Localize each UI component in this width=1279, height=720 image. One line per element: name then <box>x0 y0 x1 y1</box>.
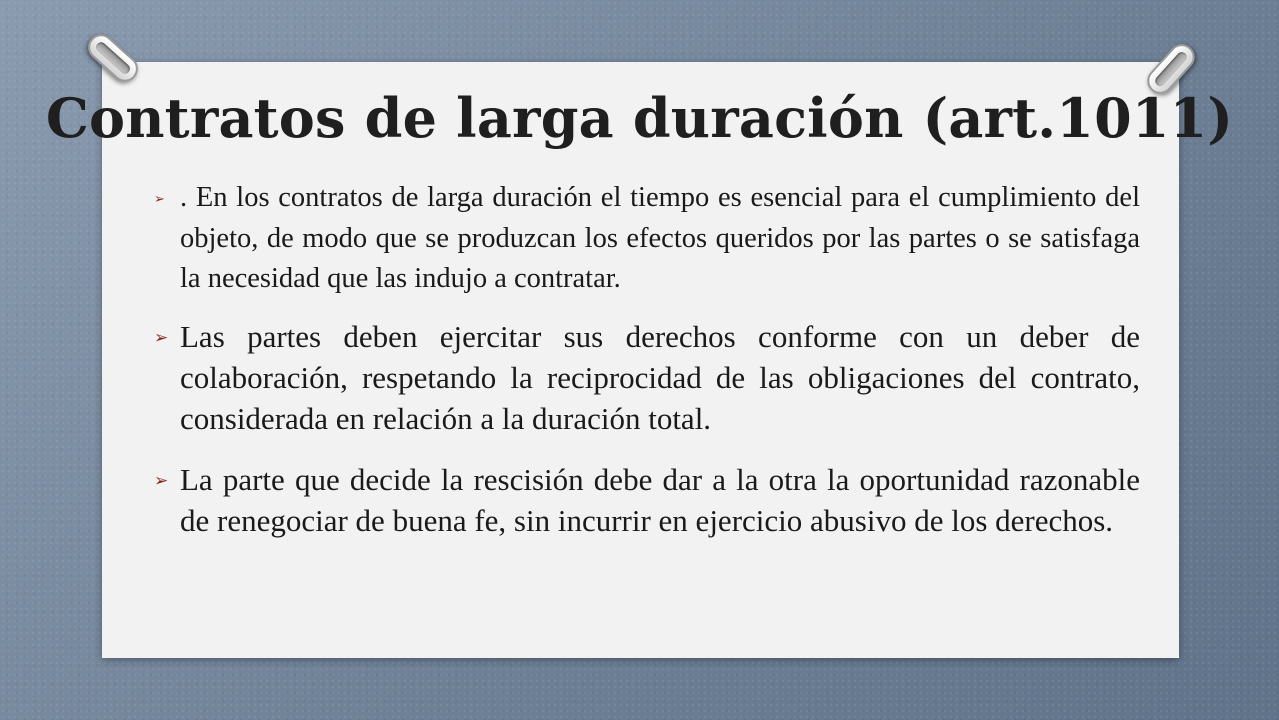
bullet-item <box>150 316 1140 439</box>
bullet-text: Las partes deben ejercitar sus derechos conforme con un deber de colaboración, respetando la reciprocidad de las obligaciones del contrato, considerada en relación a la duración total. <box>180 318 1140 436</box>
arrow-bullet-icon: ➢ <box>154 191 165 206</box>
bullet-list <box>150 178 1140 561</box>
bullet-item <box>150 459 1140 541</box>
slide-title: Contratos de larga duración (art.1011) <box>45 86 1234 150</box>
bullet-text: . En los contratos de larga duración el tiempo es esencial para el cumplimiento del objeto, de modo que se produzcan los efectos queridos por las partes o se satisfaga la necesidad que las indujo a contratar. <box>180 182 1140 294</box>
bullet-text: La parte que decide la rescisión debe dar a la otra la oportunidad razonable de renegociar de buena fe, sin incurrir en ejercicio abusivo de los derechos. <box>180 461 1140 538</box>
arrow-bullet-icon: ➢ <box>154 470 169 490</box>
arrow-bullet-icon: ➢ <box>154 327 169 347</box>
bullet-item <box>150 178 1140 300</box>
